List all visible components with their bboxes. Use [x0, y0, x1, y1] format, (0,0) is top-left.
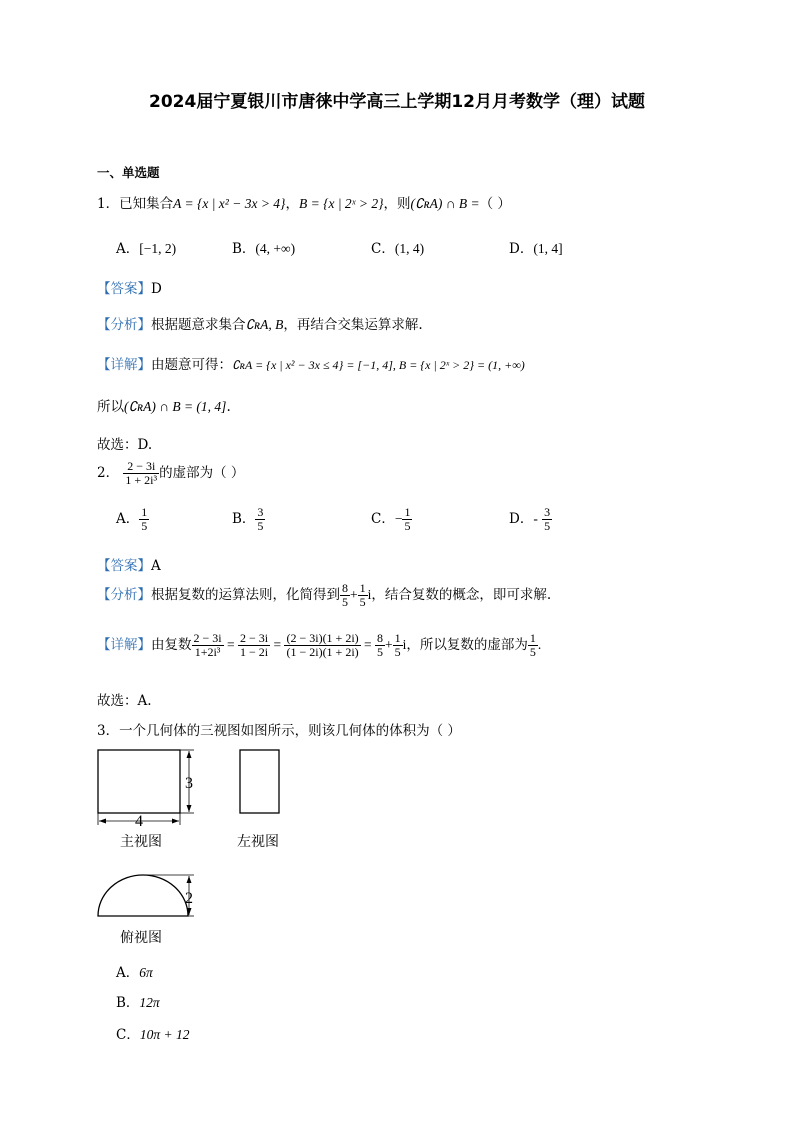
answer-tag: 【答案】: [97, 558, 151, 574]
detail-line: [97, 353, 525, 373]
fraction-numerator: 3: [544, 505, 551, 519]
dimension-height: 3: [185, 775, 193, 792]
side-view-rect: [240, 750, 279, 813]
analysis-tag: 【分析】: [97, 317, 151, 333]
option-value: 6π: [139, 965, 153, 980]
option-b[interactable]: [232, 506, 265, 533]
math-expression: ∁ʀA, B: [245, 317, 284, 332]
fraction-numerator: 8: [342, 581, 348, 595]
option-label: B．: [232, 241, 256, 257]
option-b[interactable]: [116, 991, 160, 1011]
three-view-figure: [90, 745, 320, 950]
answer-tag: 【答案】: [97, 281, 151, 297]
arrow-head: [187, 805, 192, 812]
dimension-top: 2: [185, 890, 193, 907]
answer-paren: （ ）: [479, 196, 511, 212]
fraction-denominator: 5: [359, 595, 366, 609]
detail-text: 由复数: [151, 637, 192, 653]
option-value: (4, +∞): [255, 241, 296, 256]
question-1-stem: [97, 192, 511, 212]
fraction-numerator: 1: [529, 631, 536, 645]
stem-text: ，则: [383, 196, 411, 212]
option-label: D．: [509, 241, 534, 257]
stem-text: 已知集合: [119, 196, 174, 212]
imaginary-unit: i: [367, 587, 372, 602]
option-label: C．: [116, 1027, 140, 1043]
option-label: B．: [116, 995, 140, 1011]
fraction-denominator: 5: [342, 595, 348, 609]
math-expression: (∁ʀA) ∩ B =: [410, 196, 480, 211]
arrow-head: [172, 819, 179, 824]
fraction-denominator: 5: [257, 519, 264, 533]
conclusion-text: .: [226, 399, 231, 415]
analysis-line: [97, 582, 551, 609]
analysis-text: ，再结合交集运算求解.: [283, 317, 423, 333]
math-set-b: B = {x | 2ˣ > 2}: [298, 196, 384, 211]
option-c[interactable]: [371, 506, 412, 533]
arrow-head: [187, 751, 192, 758]
option-value: (1, 4]: [533, 241, 563, 256]
fraction-denominator: 5: [544, 519, 551, 533]
math-fraction: [192, 632, 224, 659]
fraction-denominator: (1 − 2i)(1 + 2i): [286, 645, 359, 659]
top-view-label: 俯视图: [120, 931, 162, 946]
fraction-denominator: 1 − 2i: [239, 645, 269, 659]
equals-sign: =: [223, 637, 238, 652]
option-c[interactable]: [371, 237, 424, 257]
analysis-text: 根据题意求集合: [151, 317, 246, 333]
option-d[interactable]: [509, 506, 552, 533]
option-d[interactable]: [509, 237, 563, 257]
fraction-numerator: 1: [394, 631, 401, 645]
option-label: B．: [232, 511, 256, 527]
imaginary-unit: i: [402, 637, 407, 652]
option-value: [−1, 2): [139, 241, 177, 256]
plus-sign: +: [350, 587, 358, 602]
choose-line: 故选：D.: [97, 437, 153, 453]
option-label: A．: [116, 511, 140, 527]
arrow-head: [99, 819, 106, 824]
math-fraction: [238, 632, 270, 659]
analysis-line: [97, 313, 423, 333]
math-fraction: [255, 506, 265, 533]
fraction-denominator: 1+2i³: [194, 645, 221, 659]
fraction-denominator: 5: [394, 645, 401, 659]
option-label: A．: [116, 965, 140, 981]
arrow-head: [187, 876, 192, 883]
fraction-numerator: 3: [257, 505, 264, 519]
math-expression: ∁ʀA = {x | x² − 3x ≤ 4} = [−1, 4], B = {x | 2ˣ > 2} = (1, +∞): [232, 358, 525, 372]
conclusion-line: [97, 395, 231, 415]
equals-sign: =: [360, 637, 376, 652]
stem-text: 的虚部为（ ）: [159, 465, 245, 481]
equals-sign: =: [270, 637, 285, 652]
question-3-stem: [97, 719, 461, 739]
top-view-semicircle: [98, 875, 188, 916]
detail-tag: 【详解】: [97, 357, 151, 373]
answer-line: [97, 554, 161, 574]
math-fraction: [284, 632, 360, 659]
page-title: 2024届宁夏银川市唐徕中学高三上学期12月月考数学（理）试题: [149, 92, 645, 112]
front-view-rect: [98, 750, 180, 813]
option-label: C．: [371, 511, 395, 527]
detail-text: ，所以复数的虚部为: [406, 637, 528, 653]
math-fraction: [542, 506, 552, 533]
math-fraction: [375, 632, 385, 659]
math-fraction: [139, 506, 149, 533]
math-expression: (∁ʀA) ∩ B = (1, 4]: [124, 399, 227, 414]
option-value: 12π: [139, 995, 160, 1010]
fraction-denominator: 5: [529, 645, 536, 659]
option-sign: −: [394, 511, 403, 526]
fraction-numerator: (2 − 3i)(1 + 2i): [286, 631, 359, 645]
fraction-numerator: 1: [359, 581, 366, 595]
option-label: C．: [371, 241, 395, 257]
fraction-numerator: 2 − 3i: [239, 631, 269, 645]
stem-text: 一个几何体的三视图如图所示，则该几何体的体积为（ ）: [119, 723, 461, 739]
fraction-numerator: 1: [141, 505, 148, 519]
option-sign: -: [533, 511, 538, 526]
separator: ，: [285, 196, 299, 212]
option-value: 10π + 12: [139, 1027, 190, 1042]
fraction-denominator: 5: [404, 519, 411, 533]
fraction-denominator: 5: [377, 645, 384, 659]
side-view-label: 左视图: [237, 835, 279, 850]
option-a[interactable]: [116, 506, 149, 533]
question-number: 3．: [97, 723, 120, 739]
detail-tag: 【详解】: [97, 637, 151, 653]
question-2-stem: [97, 460, 244, 487]
option-b[interactable]: [232, 237, 295, 257]
section-heading: 一、单选题: [97, 165, 160, 180]
math-fraction: [340, 582, 350, 609]
question-number: 2．: [97, 465, 120, 481]
fraction-numerator: 2 − 3i: [193, 631, 222, 645]
plus-sign: +: [385, 637, 393, 652]
fraction-denominator: 5: [141, 519, 148, 533]
fraction-numerator: 1: [404, 505, 411, 519]
option-a[interactable]: [116, 961, 153, 981]
answer-value: A: [151, 558, 161, 574]
math-fraction: [123, 460, 159, 487]
option-a[interactable]: [116, 237, 176, 257]
fraction-numerator: 8: [377, 631, 384, 645]
option-value: (1, 4): [394, 241, 425, 256]
option-label: D．: [509, 511, 534, 527]
question-number: 1．: [97, 196, 120, 212]
fraction-numerator: 2 − 3i: [123, 460, 159, 474]
math-fraction: [358, 582, 368, 609]
math-set-a: A = {x | x² − 3x > 4}: [173, 196, 286, 211]
dimension-width: 4: [135, 813, 143, 830]
fraction-denominator: 1 + 2i³: [125, 473, 158, 487]
period: .: [537, 637, 542, 652]
detail-line: [97, 632, 541, 659]
analysis-tag: 【分析】: [97, 587, 151, 603]
answer-line: [97, 277, 162, 297]
math-fraction: [402, 506, 412, 533]
analysis-text: 根据复数的运算法则，化简得到: [151, 587, 340, 603]
answer-value: D: [151, 281, 162, 297]
detail-text: 由题意可得：: [151, 357, 232, 373]
math-fraction: [528, 632, 538, 659]
front-view-label: 主视图: [120, 835, 162, 850]
analysis-text: ，结合复数的概念，即可求解.: [371, 587, 552, 603]
choose-line: 故选：A.: [97, 693, 152, 709]
math-fraction: [393, 632, 403, 659]
conclusion-text: 所以: [97, 399, 124, 415]
option-c[interactable]: [116, 1023, 189, 1043]
option-label: A．: [116, 241, 140, 257]
